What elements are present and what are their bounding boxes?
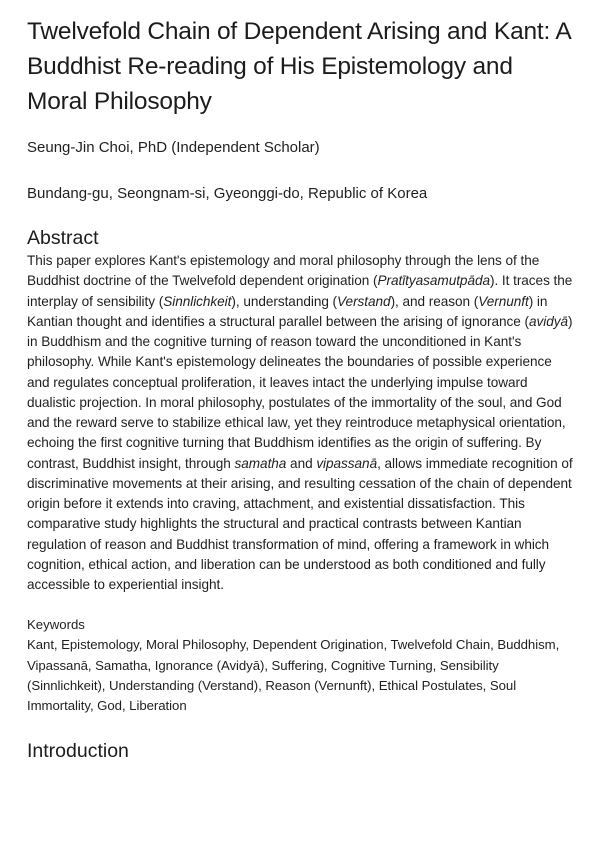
introduction-heading: Introduction (27, 740, 129, 763)
keywords-label: Keywords (27, 617, 85, 633)
abstract-heading: Abstract (27, 227, 99, 249)
abstract-text-segment: ), understanding ( (231, 293, 338, 309)
abstract-text-segment: ), and reason ( (390, 293, 479, 309)
abstract-text-segment: This paper explores Kant's epistemology and moral philosophy through the lens of the Buddhist doctrine of the Twelvefold dependent origination ( (27, 253, 540, 289)
paper-page (27, 14, 575, 764)
abstract-text-segment: ) in Kantian thought and identifies a structural parallel between the arising of ignorance ( (27, 293, 548, 329)
abstract-italic-term: avidyā (528, 313, 568, 329)
abstract-italic-term: Vernunft (478, 293, 529, 309)
author-line: Seung-Jin Choi, PhD (Independent Scholar) (27, 139, 320, 156)
abstract-italic-term: vipassanā (316, 455, 378, 471)
keywords-text: Kant, Epistemology, Moral Philosophy, Dependent Origination, Twelvefold Chain, Buddhism, Vipassanā, Samatha, Ignorance (Avidyā), Suffering, Cognitive Turning, Sensibility (Sinnlichkeit), Understanding (Verstand), Reason (Vernunft), Ethical Postulates, Soul Immortality, God, Liberation (27, 637, 560, 713)
abstract-text-segment: ). It traces the interplay of sensibility ( (27, 273, 573, 309)
abstract-italic-term: Pratītyasamutpāda (377, 273, 490, 289)
abstract-italic-term: Verstand (337, 293, 391, 309)
abstract-body (27, 251, 575, 595)
abstract-text-segment: ) in Buddhism and the cognitive turning of reason toward the unconditioned in Kant's philosophy. While Kant's epistemology delineates the boundaries of possible experience and regulates conceptual proliferation, it leaves intact the underlying impulse toward dualistic projection. In moral philosophy, postulates of the immortality of the soul, and God and the reward serve to stabilize ethical law, yet they reintroduce metaphysical orientation, echoing the first cognitive turning that Buddhism identifies as the origin of suffering. By contrast, Buddhist insight, through (27, 313, 573, 471)
abstract-italic-term: Sinnlichkeit (163, 293, 232, 309)
paper-title: Twelvefold Chain of Dependent Arising and Kant: A Buddhist Re-reading of His Epistemology and Moral Philosophy (27, 18, 571, 115)
author-address: Bundang-gu, Seongnam-si, Gyeonggi-do, Republic of Korea (27, 185, 428, 202)
abstract-text-segment: and (286, 455, 317, 471)
abstract-text-segment: , allows immediate recognition of discriminative movements at their arising, and resulting cessation of the chain of dependent origin before it extends into craving, attachment, and existential dissatisfaction. This comparative study highlights the structural and practical contrasts between Kantian regulation of reason and Buddhist transformation of mind, offering a framework in which cognition, ethical action, and liberation can be understood as both conditioned and fully accessible to experiential insight. (27, 455, 573, 592)
abstract-italic-term: samatha (234, 455, 287, 471)
